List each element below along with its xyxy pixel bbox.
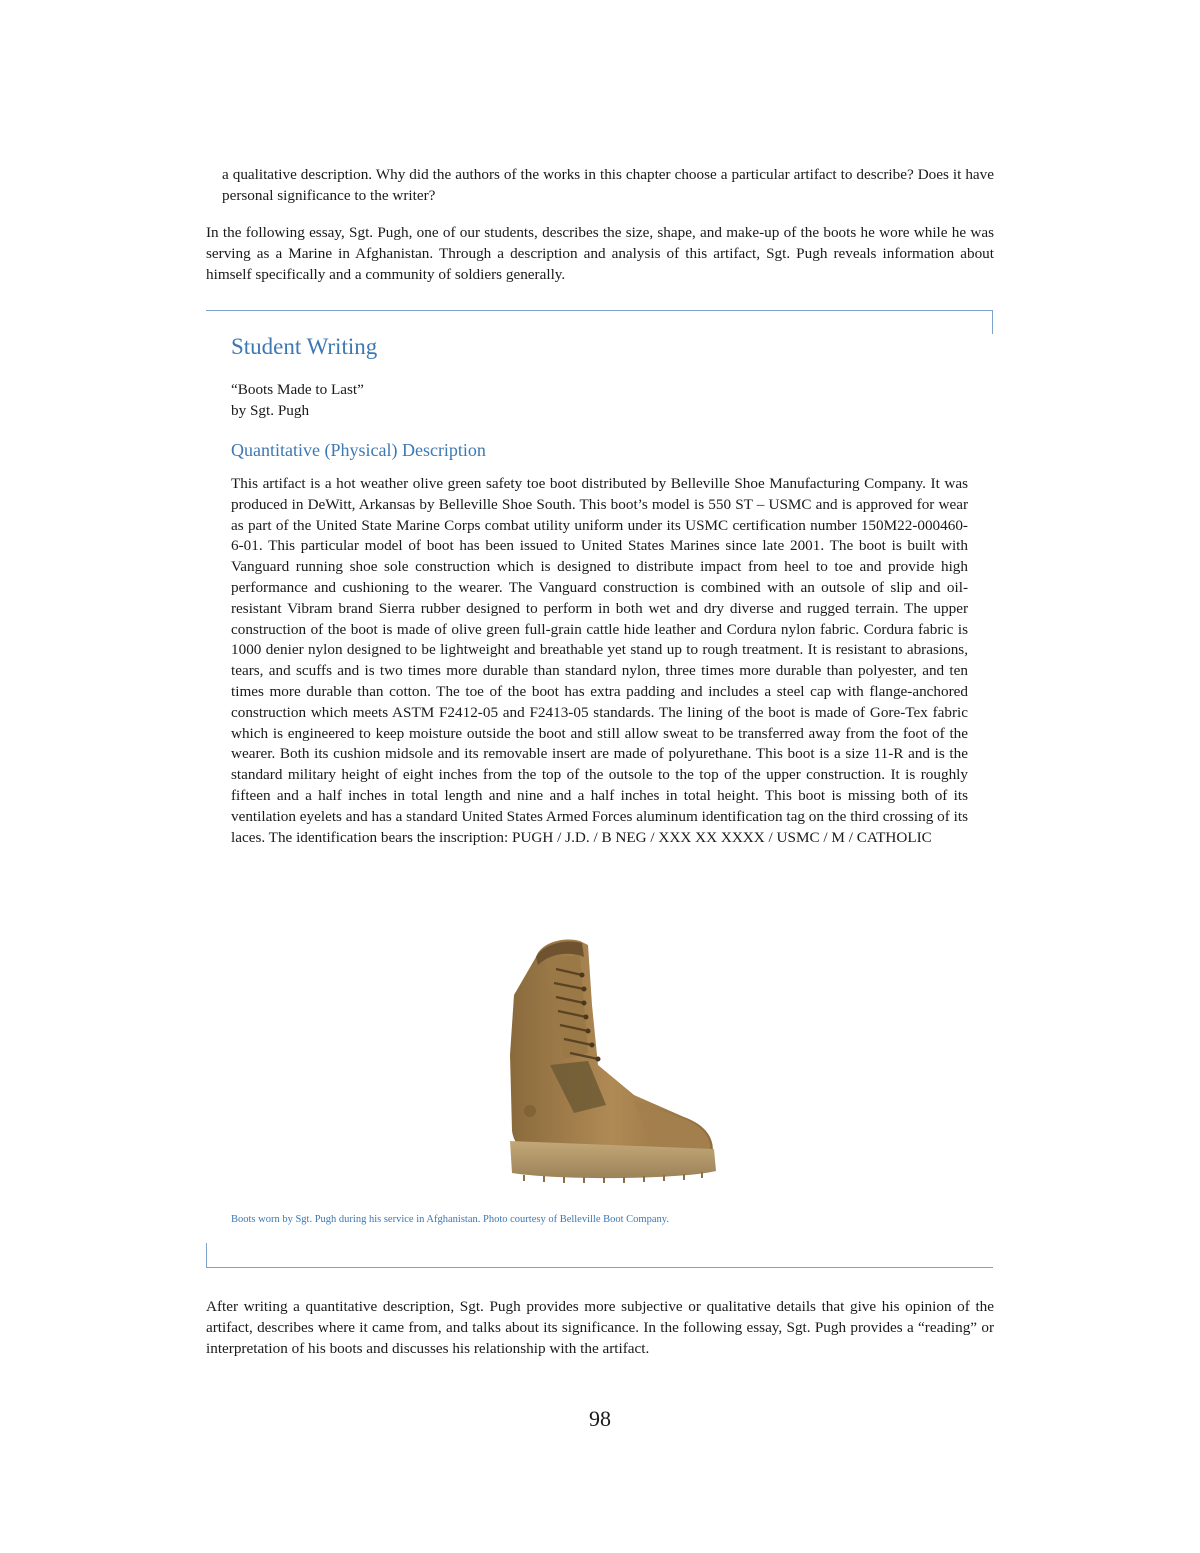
boot-icon: [484, 935, 718, 1193]
page-number: 98: [589, 1406, 611, 1431]
quantitative-description-paragraph: This artifact is a hot weather olive green safety toe boot distributed by Belleville Shoe Manufacturing Company. It was produced in DeWitt, Arkansas by Belleville Shoe South. This boot’s model is 550 ST – USMC and is approved for wear as part of the United State Marine Corps combat utility uniform under its USMC certification number 150M22-000460-6-01. This particular model of boot has been issued to United States Marines since late 2001. The boot is built with Vanguard running shoe sole construction which is designed to distribute impact from heel to toe and provide high performance and cushioning to the wearer. The Vanguard construction is combined with an outsole of slip and oil-resistant Vibram brand Sierra rubber designed to perform in both wet and dry diverse and rugged terrain. The upper construction of the boot is made of olive green full-grain cattle hide leather and Cordura nylon fabric. Cordura fabric is 1000 denier nylon designed to be lightweight and breathable yet stand up to rough treatment. It is resistant to abrasions, tears, and scuffs and is two times more durable than standard nylon, three times more durable than polyester, and ten times more durable than cotton. The toe of the boot has extra padding and includes a steel cap with flange-anchored construction which meets ASTM F2412-05 and F2413-05 standards. The lining of the boot is made of Gore-Tex fabric which is engineered to keep moisture outside the boot and still allow sweat to be transferred away from the foot of the wearer. Both its cushion midsole and its removable insert are made of polyurethane. This boot is a size 11-R and is the standard military height of eight inches from the top of the outsole to the top of the upper construction. It is roughly fifteen and a half inches in total length and nine and a half inches in total height. This boot is missing both of its ventilation eyelets and has a standard United States Armed Forces aluminum identification tag on the third crossing of its laces. The identification bears the inscription: PUGH / J.D. / B NEG / XXX XX XXXX / USMC / M / CATHOLIC: [231, 475, 968, 846]
after-paragraph: After writing a quantitative description, Sgt. Pugh provides more subjective or qualitative details that give his opinion of the artifact, describes where it came from, and talks about its significance. In the following essay, Sgt. Pugh provides a “reading” or interpretation of his boots and discusses his relationship with the artifact.: [206, 1298, 994, 1357]
quantitative-description-heading: Quantitative (Physical) Description: [231, 440, 486, 460]
intro-paragraph: In the following essay, Sgt. Pugh, one of our students, describes the size, shape, and make-up of the boots he wore while he was serving as a Marine in Afghanistan. Through a description and analysis of this artifact, Sgt. Pugh reveals information about himself specifically and a community of soldiers generally.: [206, 224, 994, 283]
essay-title: “Boots Made to Last”: [231, 381, 364, 398]
photo-caption: Boots worn by Sgt. Pugh during his service in Afghanistan. Photo courtesy of Belleville Boot Company.: [231, 1214, 669, 1225]
sidebar-top-rule: [206, 310, 993, 311]
sidebar-top-corner: [992, 310, 993, 334]
boot-photo: [484, 935, 718, 1193]
sidebar-bottom-corner: [206, 1243, 207, 1267]
sidebar-bottom-rule: [206, 1267, 993, 1268]
essay-byline: by Sgt. Pugh: [231, 402, 310, 419]
continuation-paragraph: a qualitative description. Why did the authors of the works in this chapter choose a particular artifact to describe? Does it have personal significance to the writer?: [222, 166, 994, 204]
student-writing-heading: Student Writing: [231, 334, 378, 359]
